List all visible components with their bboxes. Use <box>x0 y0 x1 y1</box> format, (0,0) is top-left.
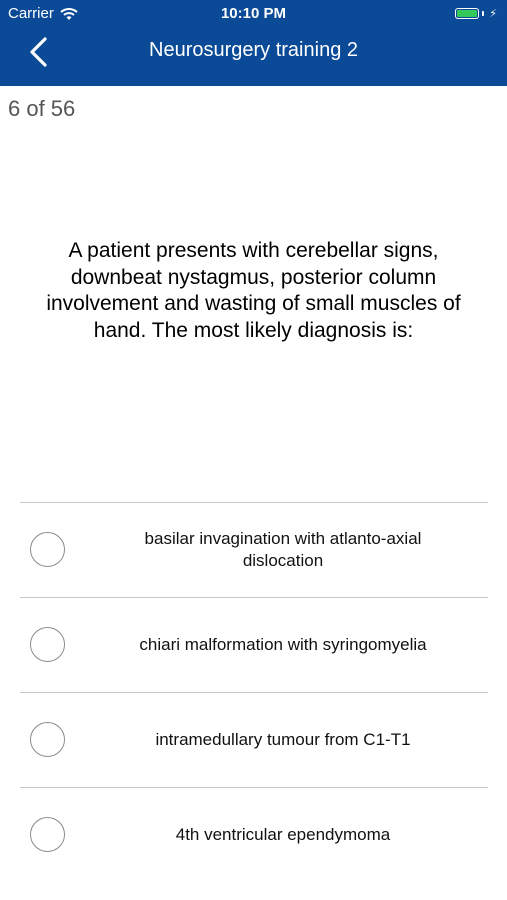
header <box>0 0 507 86</box>
answer-option-label: intramedullary tumour from C1-T1 <box>155 730 411 749</box>
question-progress: 6 of 56 <box>8 96 76 121</box>
radio-button[interactable] <box>30 627 65 662</box>
answer-option-2[interactable] <box>20 598 488 692</box>
back-button[interactable] <box>18 34 58 70</box>
navigation-bar <box>0 28 507 86</box>
chevron-left-icon <box>27 36 49 68</box>
radio-button[interactable] <box>30 532 65 567</box>
answer-option-1[interactable] <box>20 503 488 597</box>
battery-icon <box>455 8 479 19</box>
radio-button[interactable] <box>30 817 65 852</box>
answer-option-label: chiari malformation with syringomyelia <box>139 635 427 654</box>
battery-tip <box>482 11 484 16</box>
status-time: 10:10 PM <box>220 5 287 22</box>
battery-indicator <box>455 7 497 20</box>
nav-title: Neurosurgery training 2 <box>149 39 358 61</box>
answer-option-3[interactable] <box>20 693 488 787</box>
battery-level <box>457 10 477 17</box>
answer-option-4[interactable] <box>20 788 488 882</box>
bolt-icon: ⚡ <box>489 8 497 20</box>
question-text: A patient presents with cerebellar signs, downbeat nystagmus, posterior column involvement and wasting of small muscles of hand. The most likely diagnosis is: <box>46 239 461 342</box>
radio-button[interactable] <box>30 722 65 757</box>
answer-option-label: 4th ventricular ependymoma <box>175 825 391 844</box>
answer-options <box>20 502 488 882</box>
carrier-label: Carrier <box>8 5 54 22</box>
answer-option-label: basilar invagination with atlanto-axial dislocation <box>144 529 422 570</box>
status-bar <box>0 0 507 28</box>
